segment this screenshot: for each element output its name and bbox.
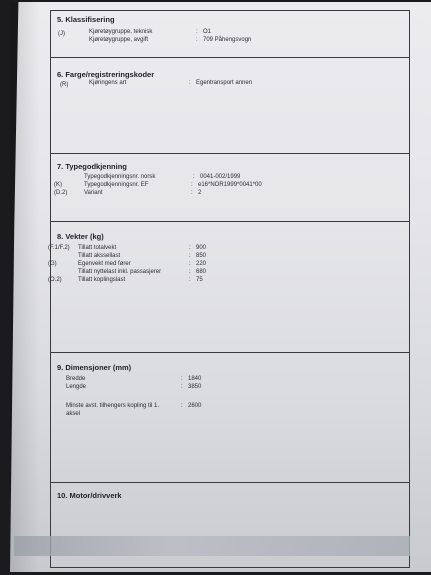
- field-label: Minste avst. tilhengers kopling til 1.: [66, 403, 160, 409]
- section-dimensjoner: [51, 352, 409, 483]
- section-title: 5. Klassifisering: [57, 15, 115, 24]
- field-value: 680: [196, 269, 207, 275]
- field-code: (K): [54, 182, 62, 188]
- colon: :: [189, 277, 191, 283]
- field-label: Kjøretøygruppe, avgift: [89, 37, 149, 43]
- field-label: Bredde: [66, 376, 86, 382]
- field-label: Tillatt totalvekt: [78, 245, 117, 251]
- form-panel: [50, 10, 410, 568]
- field-value: 1840: [188, 376, 202, 382]
- field-value: 3850: [188, 384, 202, 390]
- field-value: 75: [196, 277, 203, 283]
- colon: :: [189, 253, 191, 259]
- colon: :: [181, 403, 183, 409]
- field-code: (D.2): [54, 190, 68, 196]
- field-value: 2600: [188, 403, 202, 409]
- section-vekter: [48, 221, 409, 353]
- section-title: 8. Vekter (kg): [57, 232, 104, 241]
- field-value: 220: [196, 261, 207, 267]
- field-value: 850: [196, 253, 207, 259]
- colon: :: [181, 376, 183, 382]
- field-label: Egenvekt med fører: [78, 261, 131, 267]
- field-code: (G): [48, 261, 57, 267]
- field-value: e16*NOR1999*0041*00: [198, 182, 262, 188]
- section-title: 7. Typegodkjenning: [57, 162, 127, 171]
- field-label: Tillatt akssellast: [78, 253, 121, 259]
- colon: :: [189, 261, 191, 267]
- section-title: 9. Dimensjoner (mm): [57, 363, 132, 372]
- field-label: Tillatt koplingslast: [78, 277, 126, 283]
- colon: :: [191, 190, 193, 196]
- page-shadow: [10, 2, 40, 572]
- field-value: 709 Påhengsvogn: [203, 37, 252, 43]
- field-code: (J): [58, 31, 65, 37]
- colon: :: [191, 182, 193, 188]
- field-label: Kjøringens art: [89, 80, 127, 86]
- field-code: (F.1/F.2): [48, 245, 70, 251]
- colon: :: [189, 269, 191, 275]
- colon: :: [196, 29, 198, 35]
- section-title: 10. Motor/drivverk: [57, 491, 122, 500]
- field-value: O1: [203, 29, 212, 35]
- field-label: Typegodkjenningsnr. norsk: [84, 174, 156, 180]
- section-klassifisering: [51, 11, 409, 57]
- field-label: Typegodkjenningsnr. EF: [84, 182, 149, 188]
- section-title: 6. Farge/registreringskoder: [57, 70, 155, 79]
- colon: :: [193, 174, 195, 180]
- colon: :: [189, 245, 191, 251]
- field-label-continued: aksel: [66, 411, 81, 417]
- field-label: Tillatt nyttelast inkl. passasjerer: [78, 269, 162, 275]
- field-code: (R): [60, 82, 69, 88]
- field-label: Lengde: [66, 384, 87, 390]
- section-typegodkjenning: [51, 153, 409, 222]
- field-value: 2: [198, 190, 202, 196]
- field-value: Egentransport annen: [196, 80, 253, 86]
- colon: :: [181, 384, 183, 390]
- section-farge-registreringskoder: [51, 57, 409, 154]
- field-code: (O.2): [48, 277, 62, 283]
- field-label: Kjøretøygruppe, teknisk: [89, 29, 153, 35]
- colon: :: [189, 80, 191, 86]
- field-value: 0041-002/1999: [200, 174, 241, 180]
- field-value: 900: [196, 245, 207, 251]
- bottom-blur: [14, 536, 410, 556]
- field-label: Variant: [84, 190, 103, 196]
- colon: :: [196, 37, 198, 43]
